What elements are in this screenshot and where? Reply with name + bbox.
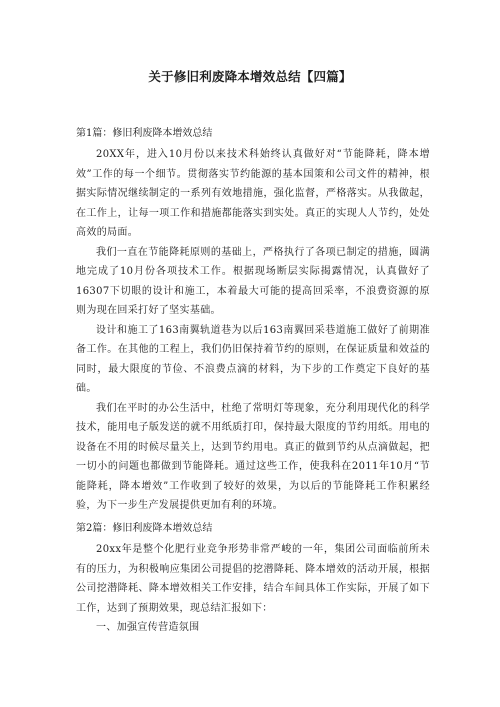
subheading: 一、加强宣传营造氛围 — [96, 622, 200, 633]
section-heading: 第1篇：修旧利废降本增效总结 — [76, 128, 213, 139]
section-heading: 第2篇：修旧利废降本增效总结 — [76, 523, 213, 534]
section-1 — [76, 127, 430, 516]
document-title: 关于修旧利废降本增效总结【四篇】 — [148, 69, 352, 84]
paragraph: 我们在平时的办公生活中，杜绝了常明灯等现象，充分利用现代化的科学技术，能用电子版发送的就不用纸质打印，保持最大限度的节约用纸。用电的设备在不用的时候尽量关上，达到节约用电。真正的做到节约从点滴做起，把一切小的问题也都做到节能降耗。通过这些工作，使我科在2011年10月“节能降耗，降本增效”工作收到了较好的效果，为以后的节能降耗工作积累经验，为下一步生产发展提供更加有利的环境。 — [76, 402, 430, 511]
paragraph: 设计和施工了163南翼轨道巷为以后163南翼回采巷道施工做好了前期准备工作。在其他的工程上，我们仍旧保持着节约的原则，在保证质量和效益的同时，最大限度的节俭、不浪费点滴的材料，为下步的工作奠定下良好的基础。 — [76, 324, 430, 394]
paragraph: 我们一直在节能降耗原则的基础上，严格执行了各项已制定的措施，圆满地完成了10月份各项技术工作。根据现场断层实际揭露情况，认真做好了16307下切眼的设计和施工，本着最大可能的提高回采率，不浪费资源的原则为现在回采打好了坚实基础。 — [76, 246, 430, 316]
paragraph: 20xx年是整个化肥行业竞争形势非常严峻的一年，集团公司面临前所未有的压力，为积极响应集团公司提倡的挖潜降耗、降本增效的活动开展，根据公司挖潜降耗、降本增效相关工作安排，结合车间具体工作实际，开展了如下工作，达到了预期效果，现总结汇报如下： — [76, 544, 430, 614]
section-2 — [76, 522, 430, 638]
paragraph: 20XX年，进入10月份以来技术科始终认真做好对“节能降耗，降本增效”工作的每一个细节。贯彻落实节约能源的基本国策和公司文件的精神，根据实际情况继续制定的一系列有效地措施，强化监督，严格落实。从我做起，在工作上，让每一项工作和措施都能落实到实处。真正的实现人人节约，处处高效的局面。 — [76, 149, 430, 238]
